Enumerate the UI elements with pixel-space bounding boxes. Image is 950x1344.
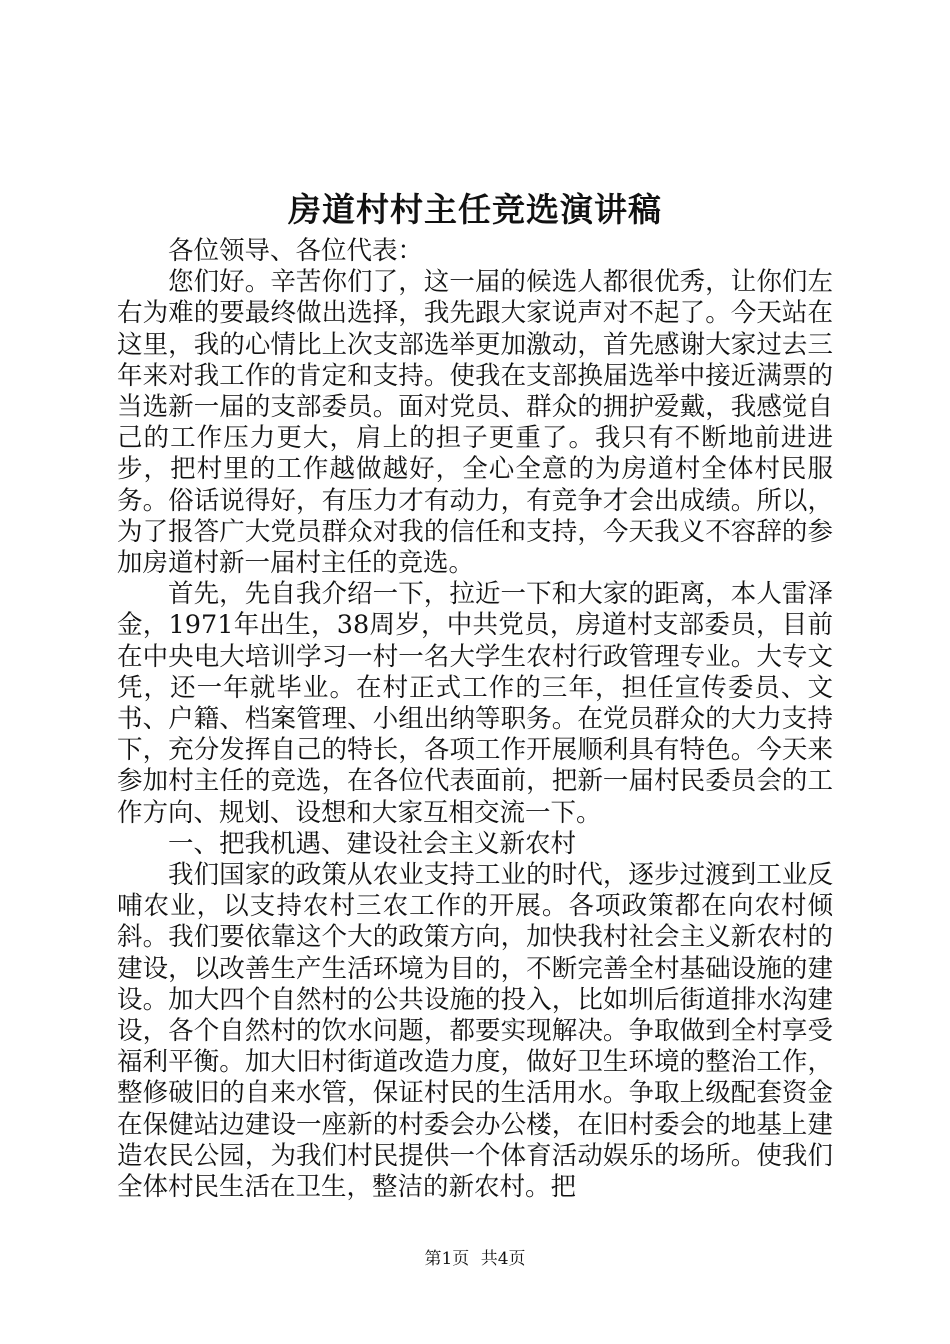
- page-total: 共4页: [480, 1249, 526, 1269]
- paragraph-policy: 我们国家的政策从农业支持工业的时代，逐步过渡到工业反哺农业，以支持农村三农工作的开展。各项政策都在向农村倾斜。我们要依靠这个大的政策方向，加快我村社会主义新农村的建设，以改善生产生活环境为目的，不断完善全村基础设施的建设。加大四个自然村的公共设施的投入，比如圳后街道排水沟建设，各个自然村的饮水问题，都要实现解决。争取做到全村享受福利平衡。加大旧村街道改造力度，做好卫生环境的整治工作，整修破旧的自来水管，保证村民的生活用水。争取上级配套资金在保健站边建设一座新的村委会办公楼，在旧村委会的地基上建造农民公园，为我们村民提供一个体育活动娱乐的场所。使我们全体村民生活在卫生，整洁的新农村。把: [117, 860, 833, 1203]
- page-title: 房道村村主任竞选演讲稿: [288, 190, 662, 229]
- page-number: 第1页: [424, 1249, 470, 1269]
- paragraph-self-introduction: 首先，先自我介绍一下，拉近一下和大家的距离，本人雷泽金，1971年出生，38周岁，中共党员，房道村支部委员，目前在中央电大培训学习一村一名大学生农村行政管理专业。大专文凭，还一年就毕业。在村正式工作的三年，担任宣传委员、文书、户籍、档案管理、小组出纳等职务。在党员群众的大力支持下，充分发挥自己的特长，各项工作开展顺利具有特色。今天来参加村主任的竞选，在各位代表面前，把新一届村民委员会的工作方向、规划、设想和大家互相交流一下。: [117, 579, 833, 828]
- paragraph-opening: 您们好。辛苦你们了，这一届的候选人都很优秀，让你们左右为难的要最终做出选择，我先跟大家说声对不起了。今天站在这里，我的心情比上次支部选举更加激动，首先感谢大家过去三年来对我工作的肯定和支持。使我在支部换届选举中接近满票的当选新一届的支部委员。面对党员、群众的拥护爱戴，我感觉自己的工作压力更大，肩上的担子更重了。我只有不断地前进进步，把村里的工作越做越好，全心全意的为房道村全体村民服务。俗话说得好，有压力才有动力，有竞争才会出成绩。所以，为了报答广大党员群众对我的信任和支持，今天我义不容辞的参加房道村新一届村主任的竞选。: [117, 267, 833, 579]
- paragraph-greeting: 各位领导、各位代表：: [168, 236, 424, 266]
- section-heading: 一、把我机遇、建设社会主义新农村: [168, 828, 577, 859]
- page-footer: [0, 1248, 950, 1270]
- document-body: [117, 236, 833, 1203]
